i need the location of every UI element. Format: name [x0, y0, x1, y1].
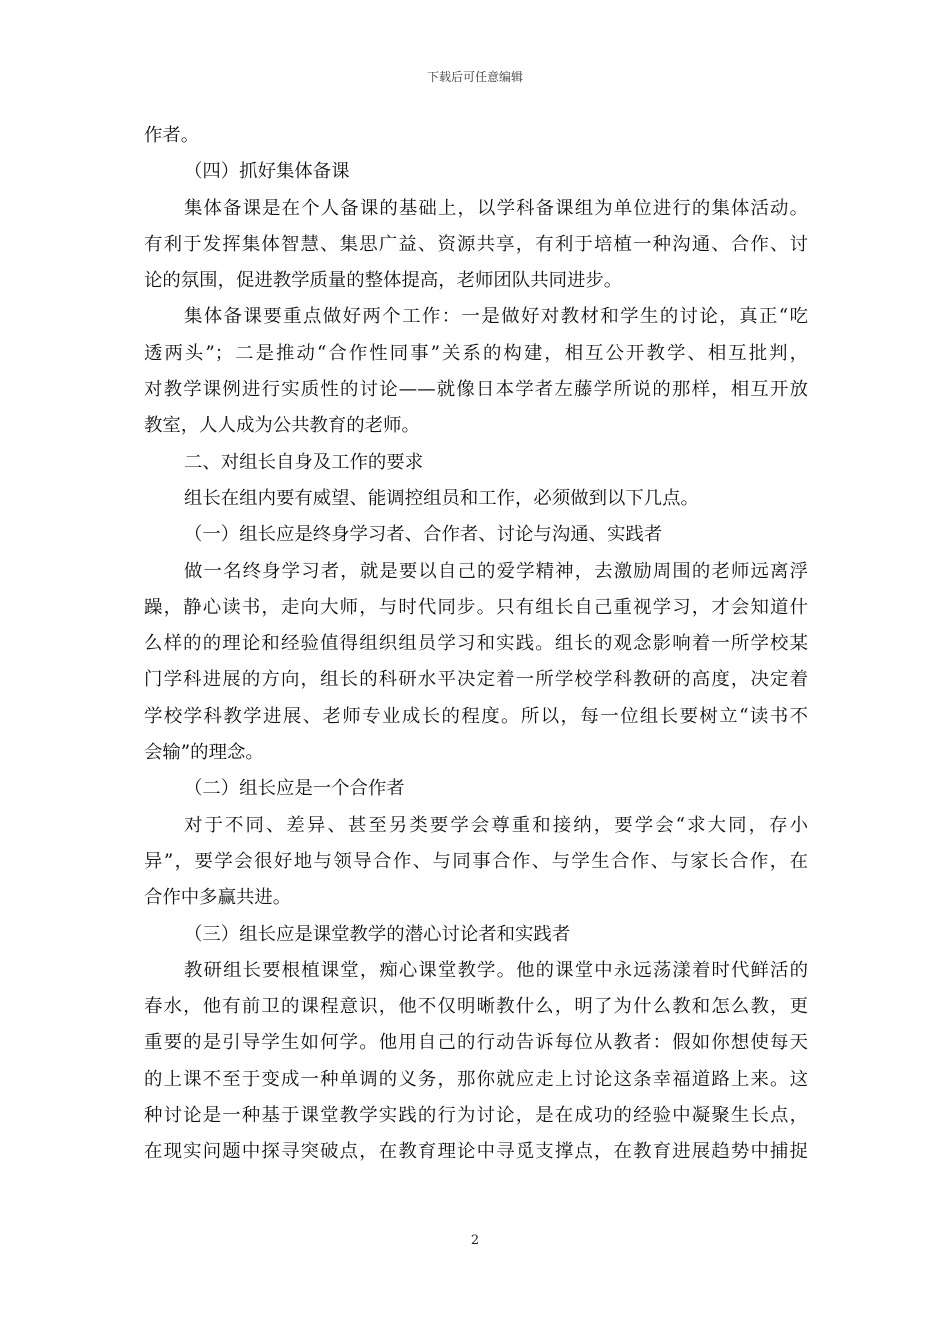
text-line: 学校学科教学进展、老师专业成长的程度。所以，每一位组长要树立“读书不	[144, 705, 808, 727]
text-line: （一）组长应是终身学习者、合作者、讨论与沟通、实践者	[184, 524, 663, 546]
text-line: 透两头”；二是推动“合作性同事”关系的构建，相互公开教学、相互批判，	[144, 342, 808, 364]
document-body	[144, 118, 808, 1171]
text-line: 集体备课要重点做好两个工作：一是做好对教材和学生的讨论，真正“吃	[184, 306, 808, 328]
text-line: 组长在组内要有威望、能调控组员和工作，必须做到以下几点。	[184, 487, 699, 509]
text-line: 在现实问题中探寻突破点，在教育理论中寻觅支撑点，在教育进展趋势中捕捉	[144, 1141, 808, 1163]
text-line: 的上课不至于变成一种单调的义务，那你就应走上讨论这条幸福道路上来。这	[144, 1068, 808, 1090]
text-line: 对教学课例进行实质性的讨论——就像日本学者左藤学所说的那样，相互开放	[144, 379, 808, 401]
text-line: 春水，他有前卫的课程意识，他不仅明晰教什么，明了为什么教和怎么教，更	[144, 996, 808, 1018]
text-line: 论的氛围，促进教学质量的整体提高，老师团队共同进步。	[144, 270, 623, 292]
text-line: 做一名终身学习者，就是要以自己的爱学精神，去激励周围的老师远离浮	[184, 560, 808, 582]
text-line: 门学科进展的方向，组长的科研水平决定着一所学校学科教研的高度，决定着	[144, 669, 808, 691]
text-line: 教研组长要根植课堂，痴心课堂教学。他的课堂中永远荡漾着时代鲜活的	[184, 959, 808, 981]
text-line: （二）组长应是一个合作者	[184, 778, 405, 800]
text-line: 有利于发挥集体智慧、集思广益、资源共享，有利于培植一种沟通、合作、讨	[144, 233, 808, 255]
text-line: 对于不同、差异、甚至另类要学会尊重和接纳，要学会“求大同，存小	[184, 814, 808, 836]
text-line: 教室，人人成为公共教育的老师。	[144, 415, 420, 437]
text-line: 躁，静心读书，走向大师，与时代同步。只有组长自己重视学习，才会知道什	[144, 596, 808, 618]
text-line: 作者。	[144, 125, 200, 146]
text-line: 异”，要学会很好地与领导合作、与同事合作、与学生合作、与家长合作，在	[144, 850, 808, 872]
text-line: （三）组长应是课堂教学的潜心讨论者和实践者	[184, 923, 571, 945]
page-header: 下载后可任意编辑	[426, 70, 523, 84]
text-line: 合作中多赢共进。	[144, 887, 292, 909]
text-line: 集体备课是在个人备课的基础上，以学科备课组为单位进行的集体活动。	[184, 197, 808, 219]
page-number: 2	[470, 1233, 480, 1248]
text-line: （四）抓好集体备课	[184, 161, 350, 183]
text-line: 二、对组长自身及工作的要求	[184, 451, 424, 473]
text-line: 种讨论是一种基于课堂教学实践的行为讨论，是在成功的经验中凝聚生长点，	[144, 1105, 808, 1127]
text-line: 么样的的理论和经验值得组织组员学习和实践。组长的观念影响着一所学校某	[144, 633, 808, 655]
text-line: 会输”的理念。	[144, 742, 264, 764]
text-line: 重要的是引导学生如何学。他用自己的行动告诉每位从教者：假如你想使每天	[144, 1032, 808, 1054]
